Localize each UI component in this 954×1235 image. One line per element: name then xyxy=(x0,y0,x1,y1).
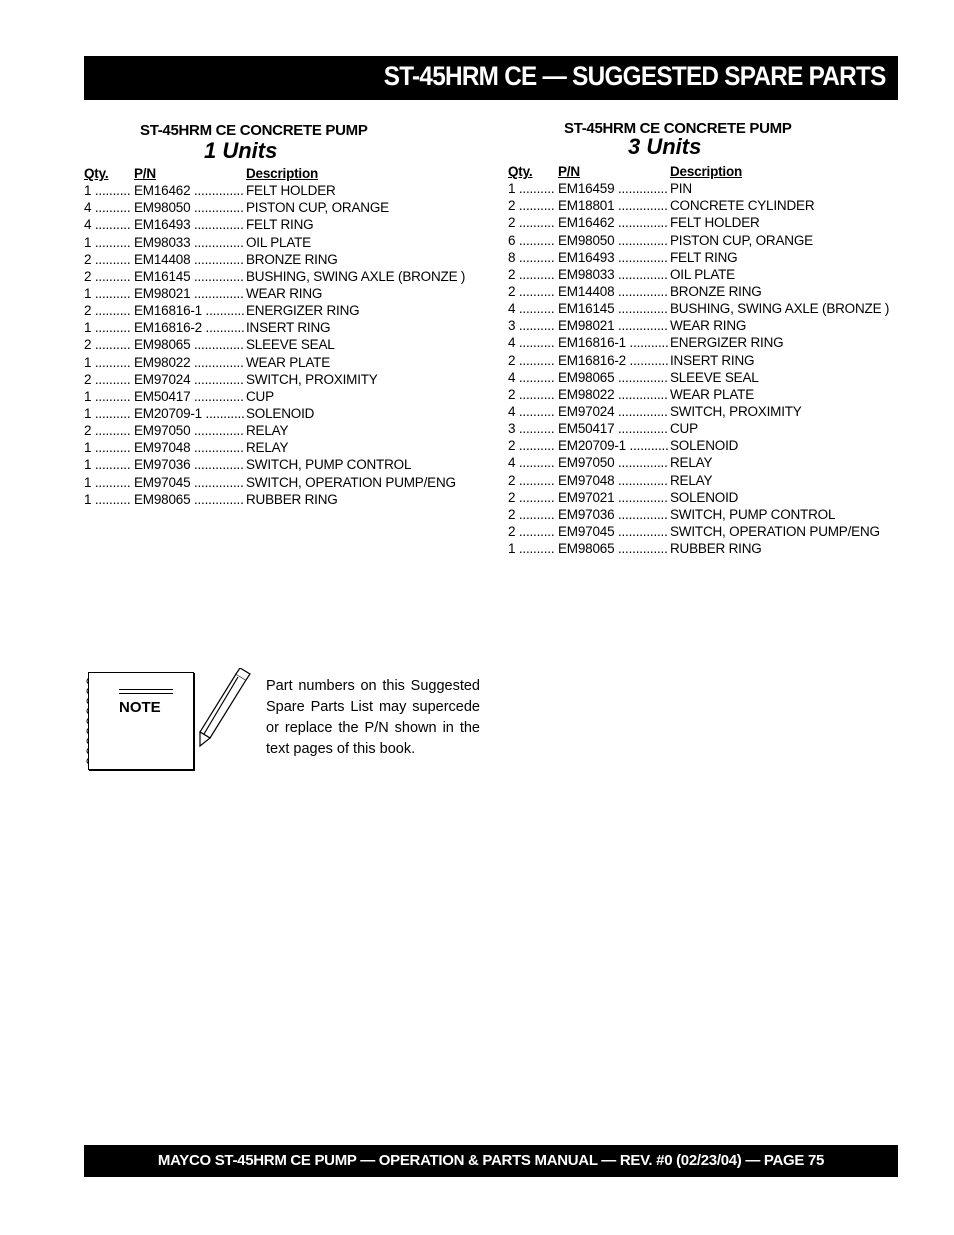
qty-cell: 1 .......... xyxy=(84,440,131,456)
table-row xyxy=(508,454,898,471)
table-row xyxy=(84,216,474,233)
column-header-pn: P/N xyxy=(134,166,156,181)
description-cell: RUBBER RING xyxy=(670,541,762,557)
table-row xyxy=(508,249,898,266)
table-row xyxy=(508,386,898,403)
column-header-description: Description xyxy=(670,164,743,179)
table-row xyxy=(84,371,474,388)
part-number-cell: EM14408 .............. xyxy=(134,251,244,267)
description-cell: WEAR PLATE xyxy=(246,354,331,370)
description-cell: CUP xyxy=(246,388,274,404)
part-number-cell: EM98065 .............. xyxy=(134,337,244,353)
table-row xyxy=(508,437,898,454)
table-row xyxy=(508,300,898,317)
part-number-cell: EM18801 .............. xyxy=(558,198,668,214)
table-row xyxy=(508,334,898,351)
qty-cell: 6 .......... xyxy=(508,232,555,248)
description-cell: FELT RING xyxy=(246,217,314,233)
part-number-cell: EM16145 .............. xyxy=(134,268,244,284)
description-cell: ENERGIZER RING xyxy=(246,303,360,319)
page-header xyxy=(84,56,898,100)
table-row xyxy=(84,422,474,439)
table-row xyxy=(84,336,474,353)
note-label: NOTE xyxy=(119,699,161,716)
qty-cell: 2 .......... xyxy=(508,489,555,505)
parts-list-3-units xyxy=(508,120,898,557)
description-cell: SWITCH, PROXIMITY xyxy=(670,403,802,419)
qty-cell: 1 .......... xyxy=(84,183,131,199)
table-row xyxy=(508,180,898,197)
qty-cell: 1 .......... xyxy=(508,541,555,557)
description-cell: RUBBER RING xyxy=(246,491,338,507)
section-heading: ST-45HRM CE CONCRETE PUMP xyxy=(564,120,792,137)
table-row xyxy=(508,489,898,506)
qty-cell: 8 .......... xyxy=(508,249,555,265)
qty-cell: 4 .......... xyxy=(84,217,131,233)
table-row xyxy=(508,317,898,334)
part-number-cell: EM97024 .............. xyxy=(558,403,668,419)
description-cell: RELAY xyxy=(670,455,713,471)
description-cell: ENERGIZER RING xyxy=(670,335,784,351)
part-number-cell: EM97036 .............. xyxy=(134,457,244,473)
qty-cell: 2 .......... xyxy=(508,472,555,488)
table-row xyxy=(84,491,474,508)
description-cell: FELT RING xyxy=(670,249,738,265)
description-cell: CUP xyxy=(670,421,698,437)
part-number-cell: EM98033 .............. xyxy=(134,234,244,250)
part-number-cell: EM20709-1 ........... xyxy=(134,405,245,421)
pencil-icon xyxy=(192,668,252,748)
description-cell: BRONZE RING xyxy=(246,251,338,267)
table-row xyxy=(84,302,474,319)
note-text: Part numbers on this Suggested Spare Parts List may supercede or replace the P/N shown in the text pages of this book. xyxy=(266,678,480,757)
part-number-cell: EM98021 .............. xyxy=(134,285,244,301)
column-header-qty: Qty. xyxy=(84,166,109,181)
part-number-cell: EM16462 .............. xyxy=(558,215,668,231)
part-number-cell: EM97045 .............. xyxy=(134,474,244,490)
table-row xyxy=(84,285,474,302)
description-cell: OIL PLATE xyxy=(246,234,311,250)
qty-cell: 1 .......... xyxy=(84,405,131,421)
units-label: 3 Units xyxy=(628,134,702,159)
table-row xyxy=(508,403,898,420)
part-number-cell: EM16816-2 ........... xyxy=(134,320,245,336)
description-cell: SLEEVE SEAL xyxy=(246,337,335,353)
qty-cell: 4 .......... xyxy=(508,335,555,351)
table-row xyxy=(84,456,474,473)
column-header-pn: P/N xyxy=(558,164,580,179)
description-cell: SWITCH, PUMP CONTROL xyxy=(670,506,836,522)
description-cell: SWITCH, PROXIMITY xyxy=(246,371,378,387)
part-number-cell: EM98022 .............. xyxy=(558,386,668,402)
notepad xyxy=(88,672,194,770)
description-cell: INSERT RING xyxy=(246,320,331,336)
qty-cell: 2 .......... xyxy=(84,371,131,387)
part-number-cell: EM50417 .............. xyxy=(558,421,668,437)
description-cell: INSERT RING xyxy=(670,352,755,368)
column-header-description: Description xyxy=(246,166,319,181)
qty-cell: 4 .......... xyxy=(508,369,555,385)
qty-cell: 3 .......... xyxy=(508,318,555,334)
qty-cell: 2 .......... xyxy=(84,303,131,319)
qty-cell: 2 .......... xyxy=(508,438,555,454)
qty-cell: 4 .......... xyxy=(84,200,131,216)
page-title: ST-45HRM CE — SUGGESTED SPARE PARTS xyxy=(384,61,886,91)
description-cell: SWITCH, OPERATION PUMP/ENG xyxy=(246,474,456,490)
table-row xyxy=(84,234,474,251)
description-cell: BUSHING, SWING AXLE (BRONZE ) xyxy=(670,301,890,317)
description-cell: SWITCH, PUMP CONTROL xyxy=(246,457,412,473)
qty-cell: 1 .......... xyxy=(508,181,555,197)
description-cell: PIN xyxy=(670,181,692,197)
qty-cell: 2 .......... xyxy=(84,337,131,353)
part-number-cell: EM98050 .............. xyxy=(134,200,244,216)
part-number-cell: EM98065 .............. xyxy=(558,369,668,385)
qty-cell: 2 .......... xyxy=(508,523,555,539)
table-row xyxy=(84,319,474,336)
qty-cell: 1 .......... xyxy=(84,234,131,250)
qty-cell: 2 .......... xyxy=(508,386,555,402)
description-cell: CONCRETE CYLINDER xyxy=(670,198,815,214)
description-cell: OIL PLATE xyxy=(670,266,735,282)
qty-cell: 1 .......... xyxy=(84,474,131,490)
part-number-cell: EM97021 .............. xyxy=(558,489,668,505)
qty-cell: 4 .......... xyxy=(508,403,555,419)
part-number-cell: EM20709-1 ........... xyxy=(558,438,669,454)
description-cell: RELAY xyxy=(246,440,289,456)
qty-cell: 1 .......... xyxy=(84,491,131,507)
table-row xyxy=(84,388,474,405)
table-row xyxy=(508,472,898,489)
description-cell: RELAY xyxy=(246,423,289,439)
table-row xyxy=(508,266,898,283)
table-body xyxy=(508,180,898,557)
part-number-cell: EM98022 .............. xyxy=(134,354,244,370)
part-number-cell: EM98065 .............. xyxy=(558,541,668,557)
note-callout xyxy=(84,668,254,772)
part-number-cell: EM16462 .............. xyxy=(134,183,244,199)
table-row xyxy=(508,369,898,386)
qty-cell: 2 .......... xyxy=(84,268,131,284)
description-cell: SOLENOID xyxy=(246,405,315,421)
qty-cell: 2 .......... xyxy=(84,423,131,439)
description-cell: WEAR PLATE xyxy=(670,386,755,402)
table-row xyxy=(84,439,474,456)
description-cell: FELT HOLDER xyxy=(670,215,760,231)
table-row xyxy=(84,199,474,216)
parts-table xyxy=(508,163,898,557)
description-cell: SOLENOID xyxy=(670,438,739,454)
description-cell: PISTON CUP, ORANGE xyxy=(670,232,813,248)
footer-text: MAYCO ST-45HRM CE PUMP — OPERATION & PARTS MANUAL — REV. #0 (02/23/04) — PAGE 75 xyxy=(157,1152,825,1169)
description-cell: BRONZE RING xyxy=(670,283,762,299)
description-cell: BUSHING, SWING AXLE (BRONZE ) xyxy=(246,268,466,284)
description-cell: WEAR RING xyxy=(246,285,323,301)
qty-cell: 2 .......... xyxy=(84,251,131,267)
part-number-cell: EM97024 .............. xyxy=(134,371,244,387)
part-number-cell: EM98050 .............. xyxy=(558,232,668,248)
qty-cell: 2 .......... xyxy=(508,198,555,214)
part-number-cell: EM97050 .............. xyxy=(558,455,668,471)
part-number-cell: EM16816-1 ........... xyxy=(134,303,245,319)
qty-cell: 1 .......... xyxy=(84,457,131,473)
parts-table xyxy=(84,165,474,508)
part-number-cell: EM97048 .............. xyxy=(134,440,244,456)
qty-cell: 3 .......... xyxy=(508,421,555,437)
qty-cell: 2 .......... xyxy=(508,352,555,368)
table-row xyxy=(84,405,474,422)
part-number-cell: EM97036 .............. xyxy=(558,506,668,522)
description-cell: SOLENOID xyxy=(670,489,739,505)
qty-cell: 1 .......... xyxy=(84,320,131,336)
qty-cell: 2 .......... xyxy=(508,215,555,231)
part-number-cell: EM50417 .............. xyxy=(134,388,244,404)
description-cell: SLEEVE SEAL xyxy=(670,369,759,385)
page-footer xyxy=(84,1145,898,1177)
table-row xyxy=(84,251,474,268)
qty-cell: 4 .......... xyxy=(508,301,555,317)
table-row xyxy=(84,474,474,491)
qty-cell: 4 .......... xyxy=(508,455,555,471)
qty-cell: 1 .......... xyxy=(84,354,131,370)
qty-cell: 2 .......... xyxy=(508,506,555,522)
part-number-cell: EM16816-2 ........... xyxy=(558,352,669,368)
table-row xyxy=(508,197,898,214)
table-row xyxy=(84,268,474,285)
table-row xyxy=(508,283,898,300)
part-number-cell: EM16493 .............. xyxy=(558,249,668,265)
table-row xyxy=(508,232,898,249)
qty-cell: 1 .......... xyxy=(84,388,131,404)
section-heading: ST-45HRM CE CONCRETE PUMP xyxy=(140,122,368,139)
units-label: 1 Units xyxy=(204,138,278,163)
table-row xyxy=(508,420,898,437)
part-number-cell: EM14408 .............. xyxy=(558,283,668,299)
table-row xyxy=(508,523,898,540)
description-cell: PISTON CUP, ORANGE xyxy=(246,200,389,216)
part-number-cell: EM98033 .............. xyxy=(558,266,668,282)
part-number-cell: EM16493 .............. xyxy=(134,217,244,233)
table-row xyxy=(508,506,898,523)
part-number-cell: EM98021 .............. xyxy=(558,318,668,334)
table-row xyxy=(84,354,474,371)
description-cell: SWITCH, OPERATION PUMP/ENG xyxy=(670,523,880,539)
part-number-cell: EM97045 .............. xyxy=(558,523,668,539)
qty-cell: 1 .......... xyxy=(84,285,131,301)
part-number-cell: EM16145 .............. xyxy=(558,301,668,317)
part-number-cell: EM16459 .............. xyxy=(558,181,668,197)
column-header-qty: Qty. xyxy=(508,164,533,179)
part-number-cell: EM98065 .............. xyxy=(134,491,244,507)
qty-cell: 2 .......... xyxy=(508,266,555,282)
part-number-cell: EM16816-1 ........... xyxy=(558,335,669,351)
parts-list-1-unit xyxy=(84,120,474,508)
table-row xyxy=(508,352,898,369)
part-number-cell: EM97050 .............. xyxy=(134,423,244,439)
table-row xyxy=(508,540,898,557)
part-number-cell: EM97048 .............. xyxy=(558,472,668,488)
description-cell: RELAY xyxy=(670,472,713,488)
table-row xyxy=(84,182,474,199)
table-row xyxy=(508,214,898,231)
table-header-row xyxy=(84,165,474,182)
table-body xyxy=(84,182,474,508)
description-cell: WEAR RING xyxy=(670,318,747,334)
description-cell: FELT HOLDER xyxy=(246,183,336,199)
table-header-row xyxy=(508,163,898,180)
qty-cell: 2 .......... xyxy=(508,283,555,299)
